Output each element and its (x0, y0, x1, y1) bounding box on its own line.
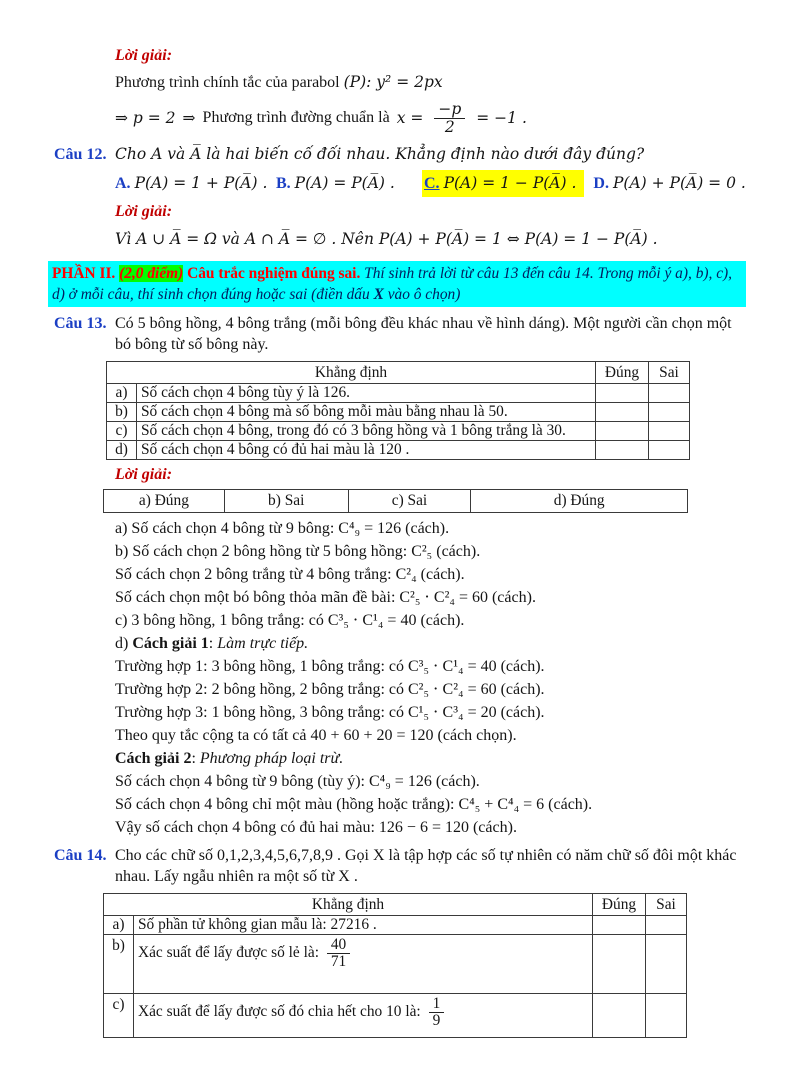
fraction-numerator: 1 (429, 996, 445, 1013)
row-label: a) (104, 916, 134, 935)
false-answer-cell (646, 916, 687, 935)
q13-statement-table (106, 361, 690, 460)
fraction-numerator: −p (434, 101, 465, 118)
false-answer-cell (649, 441, 690, 460)
false-answer-cell (646, 994, 687, 1038)
q12-question (0, 144, 748, 165)
header-statement: Khẳng định (107, 362, 596, 384)
q13-solution-line-d-method1 (115, 632, 792, 655)
header-statement: Khẳng định (104, 894, 593, 916)
statement-text: Xác suất để lấy được số lẻ là: (137, 944, 319, 962)
q12-question-text: Cho A và A̅ là hai biến cố đối nhau. Khẳng định nào dưới đây đúng? (115, 145, 645, 163)
fraction-denominator: 9 (432, 1012, 441, 1030)
statement-cell (133, 994, 592, 1038)
part2-x-mark: X (373, 286, 384, 303)
q14-statement-table (103, 893, 687, 1038)
statement-cell: Số phần tử không gian mẫu là: 27216 . (133, 916, 592, 935)
answer-key-row (104, 490, 688, 513)
option-c-correct-highlighted (422, 170, 584, 197)
header-true: Đúng (596, 362, 649, 384)
table-header-row (104, 894, 687, 916)
implies-arrow: ⇒ (182, 109, 196, 127)
true-answer-cell (596, 403, 649, 422)
q13-solution-line-b1: b) Số cách chọn 2 bông hồng từ 5 bông hồng: C²₅ (cách). (115, 543, 481, 560)
row-label: b) (107, 403, 137, 422)
table-row (107, 403, 690, 422)
option-d (593, 174, 745, 193)
fraction-denominator: 71 (330, 953, 347, 971)
option-d-letter: D. (593, 174, 609, 192)
q11-directrix-line (115, 98, 746, 138)
option-c-letter: C. (424, 174, 440, 192)
q12-solution-line: Vì A ∪ A̅ = Ω và A ∩ A̅ = ∅ . Nên P(A) + P(A̅) = 1 ⇔ P(A) = 1 − P(A̅) . (115, 230, 658, 248)
statement-cell: Số cách chọn 4 bông tùy ý là 126. (136, 384, 595, 403)
q13-solution-line-e1: Số cách chọn 4 bông từ 9 bông (tùy ý): C⁴₉ = 126 (cách). (115, 773, 480, 790)
table-header-row (107, 362, 690, 384)
q14-question (0, 845, 748, 887)
part2-instructions-line1: Thí sinh trả lời từ câu 13 đến câu 14. Trong mỗi ý a), b), c), (364, 265, 733, 282)
part2-banner-line2 (52, 284, 742, 305)
true-answer-cell (596, 384, 649, 403)
q13-solution-line-e3: Vậy số cách chọn 4 bông có đủ hai màu: 126 − 6 = 120 (cách). (115, 819, 517, 836)
q13-solution-line-a: a) Số cách chọn 4 bông từ 9 bông: C⁴₉ = 126 (cách). (115, 520, 450, 537)
statement-cell (133, 935, 592, 994)
q13-solution-label: Lời giải: (115, 466, 173, 483)
table-row (107, 384, 690, 403)
q11-result: = −1 . (476, 109, 527, 127)
part2-instructions-line2: d) ở mỗi câu, thí sinh chọn đúng hoặc sai (điền dấu (52, 286, 370, 303)
table-row (107, 441, 690, 460)
statement-text: Xác suất để lấy được số đó chia hết cho 10 là: (137, 1003, 421, 1021)
true-answer-cell (596, 441, 649, 460)
method2-name: Cách giải 2 (115, 750, 192, 767)
part2-label: PHẦN II. (52, 265, 116, 282)
probability-fraction (429, 996, 445, 1029)
statement-cell: Số cách chọn 4 bông có đủ hai màu là 120 . (136, 441, 595, 460)
part2-banner-line1 (52, 263, 742, 284)
q13-label: Câu 13. (54, 315, 107, 332)
q13-question-text: Có 5 bông hồng, 4 bông trắng (mỗi bông đều khác nhau về hình dáng). Một người cần chọn một bó bông từ số bông này. (115, 315, 732, 353)
method2-description: Phương pháp loại trừ. (199, 750, 344, 767)
q13-solution-line-b2: Số cách chọn 2 bông trắng từ 4 bông trắng: C²₄ (cách). (115, 566, 465, 583)
q11-solution-label: Lời giải: (115, 47, 173, 64)
part2-instructions-line2-end: vào ô chọn) (387, 286, 461, 303)
method2-separator: : (191, 750, 196, 767)
part2-banner (48, 261, 746, 307)
q12-label: Câu 12. (54, 146, 107, 163)
table-row (104, 935, 687, 994)
false-answer-cell (646, 935, 687, 994)
q11-parabola-text: Phương trình chính tắc của parabol (115, 74, 340, 91)
probability-fraction (327, 937, 350, 970)
answer-d: d) Đúng (471, 490, 688, 513)
false-answer-cell (649, 403, 690, 422)
q11-x-equals: x = (396, 109, 424, 127)
row-label: b) (104, 935, 134, 994)
header-true: Đúng (593, 894, 646, 916)
option-b-letter: B. (276, 174, 291, 192)
row-label: d) (107, 441, 137, 460)
option-a (115, 174, 276, 193)
option-b (276, 174, 422, 193)
true-answer-cell (593, 916, 646, 935)
q11-directrix-text: Phương trình đường chuẩn là (202, 109, 390, 126)
option-c-math: P(A) = 1 − P(A̅) . (443, 173, 577, 192)
answer-c: c) Sai (348, 490, 471, 513)
row-label: c) (107, 422, 137, 441)
statement-cell: Số cách chọn 4 bông mà số bông mỗi màu bằng nhau là 50. (136, 403, 595, 422)
method1-prefix: d) (115, 635, 129, 652)
header-false: Sai (646, 894, 687, 916)
option-d-math: P(A) + P(A̅) = 0 . (612, 173, 746, 192)
row-label: c) (104, 994, 134, 1038)
header-false: Sai (649, 362, 690, 384)
q11-fraction (434, 101, 465, 135)
true-answer-cell (593, 994, 646, 1038)
statement-cell: Số cách chọn 4 bông, trong đó có 3 bông hồng và 1 bông trắng là 30. (136, 422, 595, 441)
answer-a: a) Đúng (104, 490, 225, 513)
q13-solution-sum-line: Theo quy tắc cộng ta có tất cả 40 + 60 + 20 = 120 (cách chọn). (115, 727, 517, 744)
option-a-math: P(A) = 1 + P(A̅) . (134, 173, 268, 192)
table-row (104, 916, 687, 935)
q13-solution-case2: Trường hợp 2: 2 bông hồng, 2 bông trắng: có C²₅ ⋅ C²₄ = 60 (cách). (115, 681, 545, 698)
answer-b: b) Sai (224, 490, 348, 513)
q12-solution-label: Lời giải: (115, 203, 173, 220)
option-a-letter: A. (115, 174, 131, 192)
method1-name: Cách giải 1 (132, 635, 209, 652)
q13-solution-line-b3: Số cách chọn một bó bông thỏa mãn đề bài: C²₅ ⋅ C²₄ = 60 (cách). (115, 589, 536, 606)
part2-title: Câu trắc nghiệm đúng sai. (187, 265, 361, 282)
table-row (104, 994, 687, 1038)
q13-answer-key-table (103, 489, 688, 513)
q11-parabola-line (115, 70, 746, 95)
document-page (0, 46, 792, 1070)
q12-options (115, 168, 792, 198)
method1-separator: : (208, 635, 214, 652)
q11-parabola-math: (P): y² = 2px (343, 73, 443, 91)
q11-p-value-math: ⇒ p = 2 (115, 109, 176, 127)
q13-question (0, 313, 748, 355)
q13-solution-line-c: c) 3 bông hồng, 1 bông trắng: có C³₅ ⋅ C¹₄ = 40 (cách). (115, 612, 465, 629)
q14-label: Câu 14. (54, 847, 107, 864)
q14-question-text: Cho các chữ số 0,1,2,3,4,5,6,7,8,9 . Gọi X là tập hợp các số tự nhiên có năm chữ số đôi một khác nhau. Lấy ngẫu nhiên ra một số từ X . (115, 847, 737, 885)
q13-solution-method2 (115, 747, 792, 770)
q13-solution-case3: Trường hợp 3: 1 bông hồng, 3 bông trắng: có C¹₅ ⋅ C³₄ = 20 (cách). (115, 704, 545, 721)
table-row (107, 422, 690, 441)
false-answer-cell (649, 422, 690, 441)
fraction-denominator: 2 (444, 117, 455, 136)
q13-solution-case1: Trường hợp 1: 3 bông hồng, 1 bông trắng: có C³₅ ⋅ C¹₄ = 40 (cách). (115, 658, 545, 675)
row-label: a) (107, 384, 137, 403)
true-answer-cell (593, 935, 646, 994)
fraction-numerator: 40 (327, 937, 350, 954)
option-b-math: P(A) = P(A̅) . (294, 173, 395, 192)
part2-points-badge: (2,0 điểm) (119, 265, 184, 282)
method1-description: Làm trực tiếp. (217, 635, 309, 652)
q13-solution-line-e2: Số cách chọn 4 bông chỉ một màu (hồng hoặc trắng): C⁴₅ + C⁴₄ = 6 (cách). (115, 796, 593, 813)
true-answer-cell (596, 422, 649, 441)
false-answer-cell (649, 384, 690, 403)
